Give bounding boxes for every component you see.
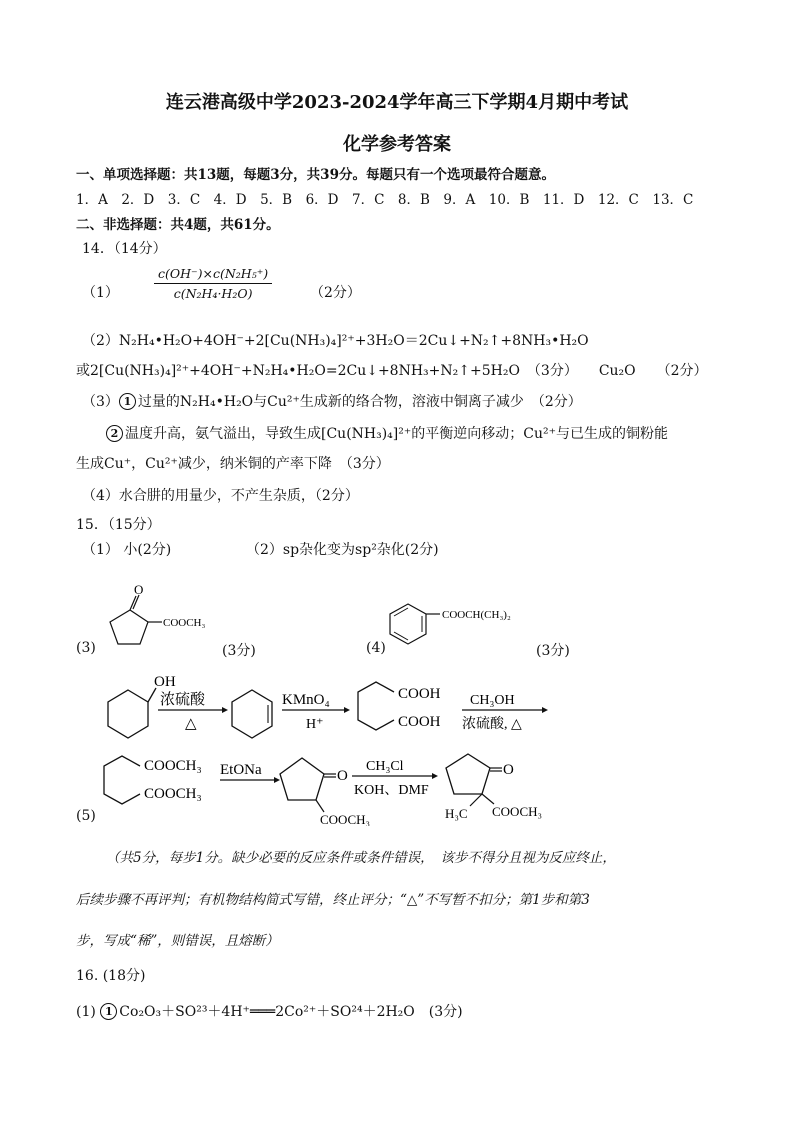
q14-fraction — [154, 266, 272, 301]
carboxyl-2-label: COOH — [398, 714, 441, 730]
grading-note-line3: 步，写成“稀”，则错误，且熔断） — [76, 933, 279, 949]
reagent-2-bottom: H⁺ — [306, 717, 324, 732]
q15-p4-score: (3分) — [536, 643, 570, 659]
q14-p1-score: （2分） — [310, 285, 361, 301]
q14-p3-2a-text: 温度升高，氨气溢出，导致生成[Cu(NH₃)₄]²⁺的平衡逆向移动；Cu²⁺与已生成的铜粉能 — [125, 426, 668, 442]
mc-answers: 1．A 2．D 3．C 4．D 5．B 6．D 7．C 8．B 9．A 10．B 11．D 12．C 13．C — [76, 192, 694, 208]
synthesis-row-1 — [90, 668, 570, 750]
reagent-5-top: CH₃Cl — [366, 759, 404, 774]
q14-p1-label: （1） — [82, 285, 119, 301]
q15-p1: （1） 小(2分) — [82, 542, 172, 558]
q14-p2-line1: （2）N₂H₄•H₂O+4OH⁻+2[Cu(NH₃)₄]²⁺+3H₂O＝2Cu↓+N₂↑+8NH₃•H₂O — [82, 333, 589, 349]
reagent-3-top: CH₃OH — [470, 693, 515, 708]
q15-p3-structure — [90, 582, 230, 662]
diester-2-label: COOCH₃ — [144, 786, 202, 802]
q15-label: 15．（15分） — [76, 517, 161, 533]
circled-two-icon: 2 — [106, 425, 123, 442]
q14-p3-item2 — [106, 423, 668, 443]
reagent-1-top: 浓硫酸 — [160, 692, 206, 708]
synthesis-row-2 — [90, 746, 580, 826]
q14-p3-2b-text: 生成Cu⁺，Cu²⁺减少，纳米铜的产率下降 （3分） — [76, 456, 390, 472]
keto-o-label: O — [337, 768, 348, 784]
q14-p4: （4）水合肼的用量少，不产生杂质，（2分） — [82, 488, 359, 504]
ester-group-label: COOCH₃ — [163, 617, 206, 629]
fraction-numerator: c(OH⁻)×c(N₂H₅⁺) — [154, 266, 272, 284]
q14-p3-1-text: 过量的N₂H₄•H₂O与Cu²⁺生成新的络合物，溶液中铜离子减少 （2分） — [137, 394, 582, 410]
q14-p3-prefix: （3） — [82, 394, 119, 410]
reagent-2-top: KMnO₄ — [282, 692, 330, 708]
reagent-1-bottom: △ — [185, 716, 197, 732]
q16-label: 16. (18分) — [76, 968, 146, 984]
q16-p1-equation: Co₂O₃＋SO²³＋4H⁺═══2Co²⁺＋SO²⁴＋2H₂O (3分) — [119, 1004, 463, 1020]
section2-heading: 二、非选择题：共4题，共61分。 — [76, 217, 280, 233]
section1-heading: 一、单项选择题：共13题，每题3分，共39分。每题只有一个选项最符合题意。 — [76, 167, 555, 183]
q14-label: 14．（14分） — [82, 241, 167, 257]
diester-1-label: COOCH₃ — [144, 758, 202, 774]
reagent-4-top: EtONa — [220, 762, 262, 778]
q15-p2: （2）sp杂化变为sp²杂化(2分) — [246, 542, 439, 558]
q15-p4-label: (4) — [366, 640, 386, 656]
product-methyl-label: H₃C — [445, 806, 468, 821]
reagent-3-bottom: 浓硫酸, △ — [462, 717, 522, 732]
grading-note-line2: 后续步骤不再评判；有机物结构简式写错，终止评分；“△”不写暂不扣分；第1步和第3 — [76, 892, 590, 908]
q14-p2-line2: 或2[Cu(NH₃)₄]²⁺+4OH⁻+N₂H₄•H₂O=2Cu↓+8NH₃+N₂↑+5H₂O （3分） Cu₂O （2分） — [76, 363, 708, 379]
hydroxyl-label: OH — [154, 674, 176, 690]
product-ester-label: COOCH₃ — [492, 804, 543, 819]
grading-note-line1: （共5分，每步1分。缺少必要的反应条件或条件错误， 该步不得分且视为反应终止， — [106, 850, 616, 866]
isopropyl-ester-label: COOCH(CH₃)₂ — [442, 609, 511, 621]
q16-p1-prefix: (1) — [76, 1004, 96, 1020]
fraction-denominator: c(N₂H₄·H₂O) — [173, 286, 253, 301]
circled-one-icon: 1 — [119, 393, 136, 410]
q14-p3-item1 — [82, 391, 582, 411]
q15-p3-label: (3) — [76, 640, 96, 656]
q16-p1 — [76, 1001, 463, 1021]
q15-p3-score: (3分) — [222, 643, 256, 659]
carboxyl-1-label: COOH — [398, 686, 441, 702]
circled-one-icon: 1 — [100, 1003, 117, 1020]
carbonyl-o-label: O — [134, 582, 144, 597]
q15-p4-structure — [384, 596, 554, 666]
page-title: 连云港高级中学2023-2024学年高三下学期4月期中考试 — [165, 92, 629, 113]
page-subtitle: 化学参考答案 — [343, 134, 451, 155]
keto-ester-label: COOCH₃ — [320, 812, 371, 826]
reagent-5-bottom: KOH、DMF — [354, 783, 429, 798]
q15-p5-label: (5) — [76, 808, 96, 824]
product-o-label: O — [503, 762, 514, 778]
